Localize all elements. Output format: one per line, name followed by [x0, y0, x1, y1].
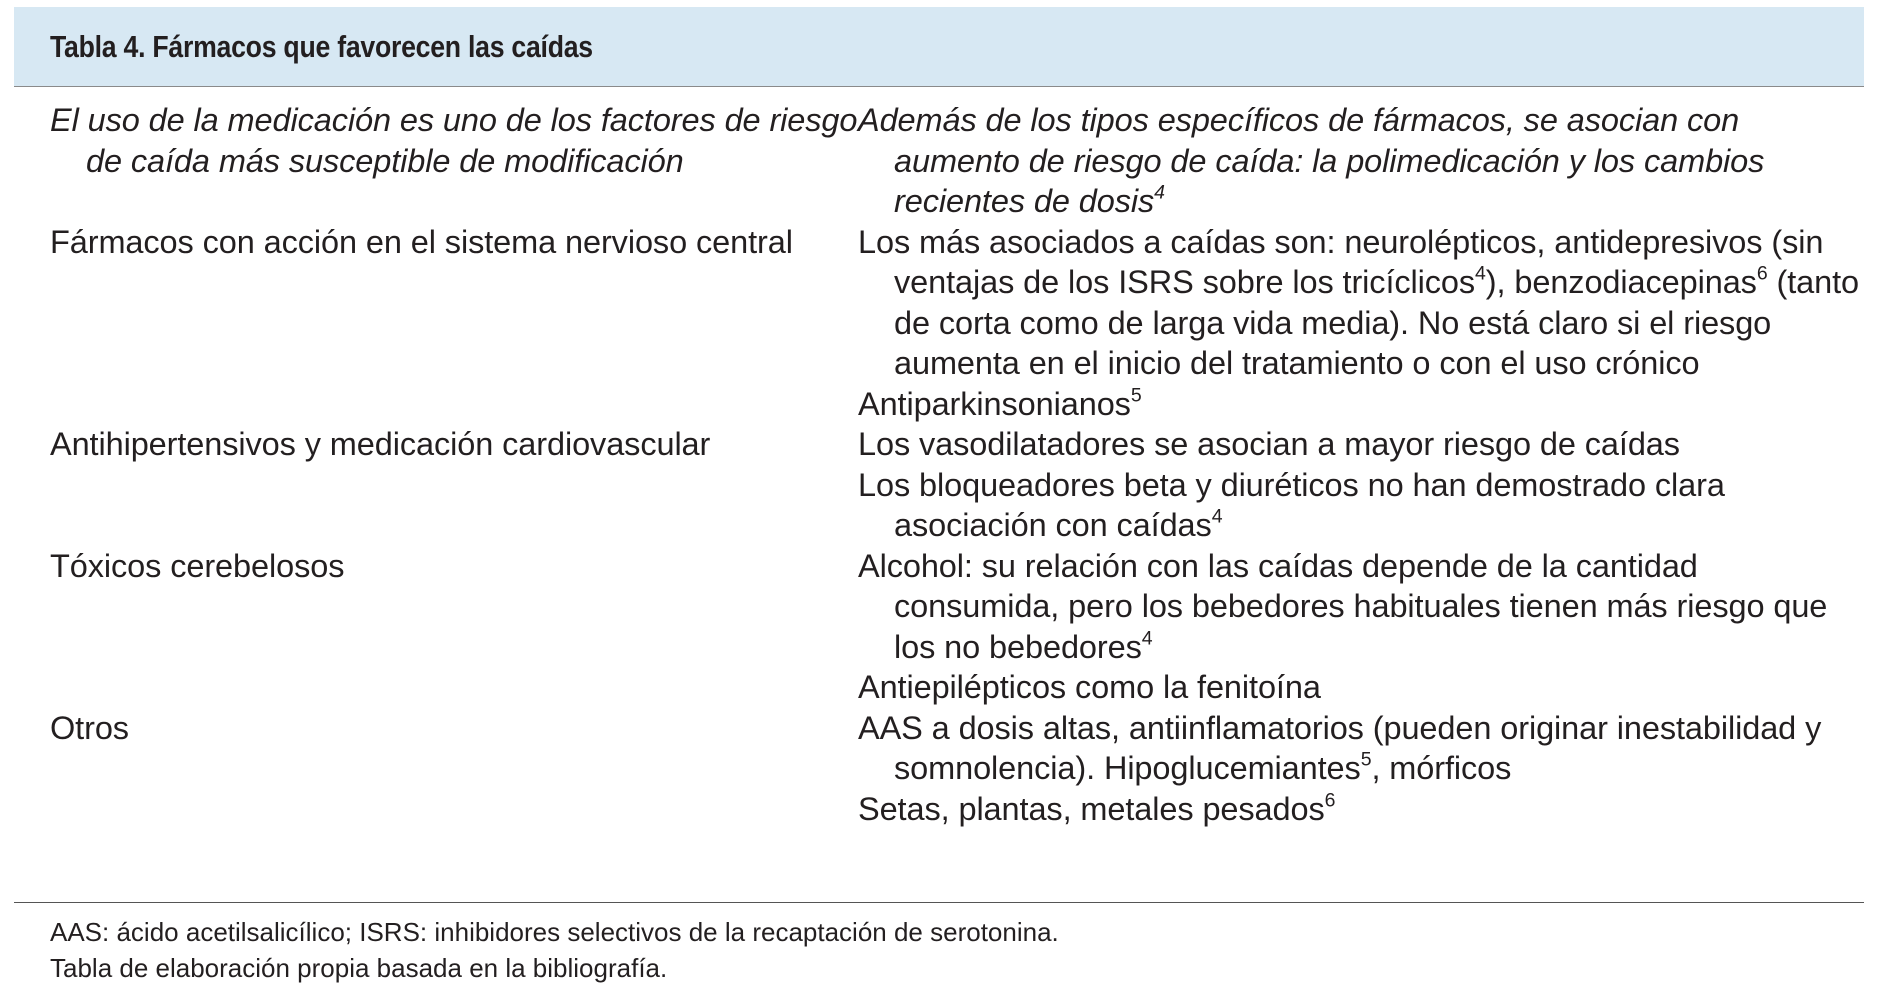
- footnote-source: Tabla de elaboración propia basada en la bibliografía.: [50, 953, 668, 983]
- row-detail: Los más asociados a caídas son: neurolépticos, antidepresivos (sin ventajas de los ISRS sobre los tricíclicos$^4$), benzodiacepinas$^6$ (tanto de corta como de larga vida media). No está claro si el riesgo aumenta en el inicio del tratamiento o con el uso crónico: [858, 223, 1860, 381]
- table-row: [50, 100, 1864, 222]
- table-row: [50, 546, 1864, 708]
- row-detail: Alcohol: su relación con las caídas depende de la cantidad consumida, pero los bebedores habituales tienen más riesgo que los no bebedores$^4$: [858, 547, 1828, 665]
- table-header: [14, 7, 1864, 87]
- footnote-abbreviations: AAS: ácido acetilsalicílico; ISRS: inhibidores selectivos de la recaptación de serotonina.: [50, 917, 1059, 947]
- reference-number: 4: [1154, 181, 1165, 204]
- row-detail: Los vasodilatadores se asocian a mayor riesgo de caídas: [858, 426, 1680, 462]
- reference-number: 6: [1756, 262, 1768, 285]
- reference-number: 4: [1211, 505, 1223, 528]
- table-row: [50, 424, 1864, 546]
- row-category: Antihipertensivos y medicación cardiovascular: [50, 426, 711, 462]
- row-detail: Setas, plantas, metales pesados$^6$: [858, 788, 1336, 827]
- row-category: Tóxicos cerebelosos: [50, 547, 345, 584]
- table-body: [50, 100, 1864, 829]
- table-title: Tabla 4. Fármacos que favorecen las caídas: [50, 29, 593, 64]
- row-category: Fármacos con acción en el sistema nervioso central: [50, 223, 793, 260]
- table-footnotes: [50, 914, 1059, 986]
- reference-number: 5: [1360, 748, 1372, 771]
- reference-number: 4: [1475, 262, 1486, 285]
- row-category: Otros: [50, 709, 129, 746]
- table-row: [50, 708, 1864, 830]
- table-row: [50, 222, 1864, 425]
- reference-number: 4: [1141, 626, 1153, 649]
- table-divider: [14, 902, 1864, 903]
- row-category: El uso de la medicación es uno de los factores de riesgo de caída más susceptible de modificación: [50, 102, 858, 179]
- row-detail: Antiparkinsonianos$^5$: [858, 383, 1142, 422]
- row-detail: AAS a dosis altas, antiinflamatorios (pueden originar inestabilidad y somnolencia). Hipoglucemiantes$^5$, mórficos: [858, 709, 1822, 786]
- row-detail: Además de los tipos específicos de fármacos, se asocian con aumento de riesgo de caída: la polimedicación y los cambios recientes de dosis$^4$: [858, 102, 1765, 219]
- row-detail: Los bloqueadores beta y diuréticos no han demostrado clara asociación con caídas$^4$: [858, 466, 1725, 543]
- reference-number: 6: [1324, 788, 1336, 811]
- reference-number: 5: [1130, 383, 1142, 406]
- row-detail: Antiepilépticos como la fenitoína: [858, 669, 1321, 705]
